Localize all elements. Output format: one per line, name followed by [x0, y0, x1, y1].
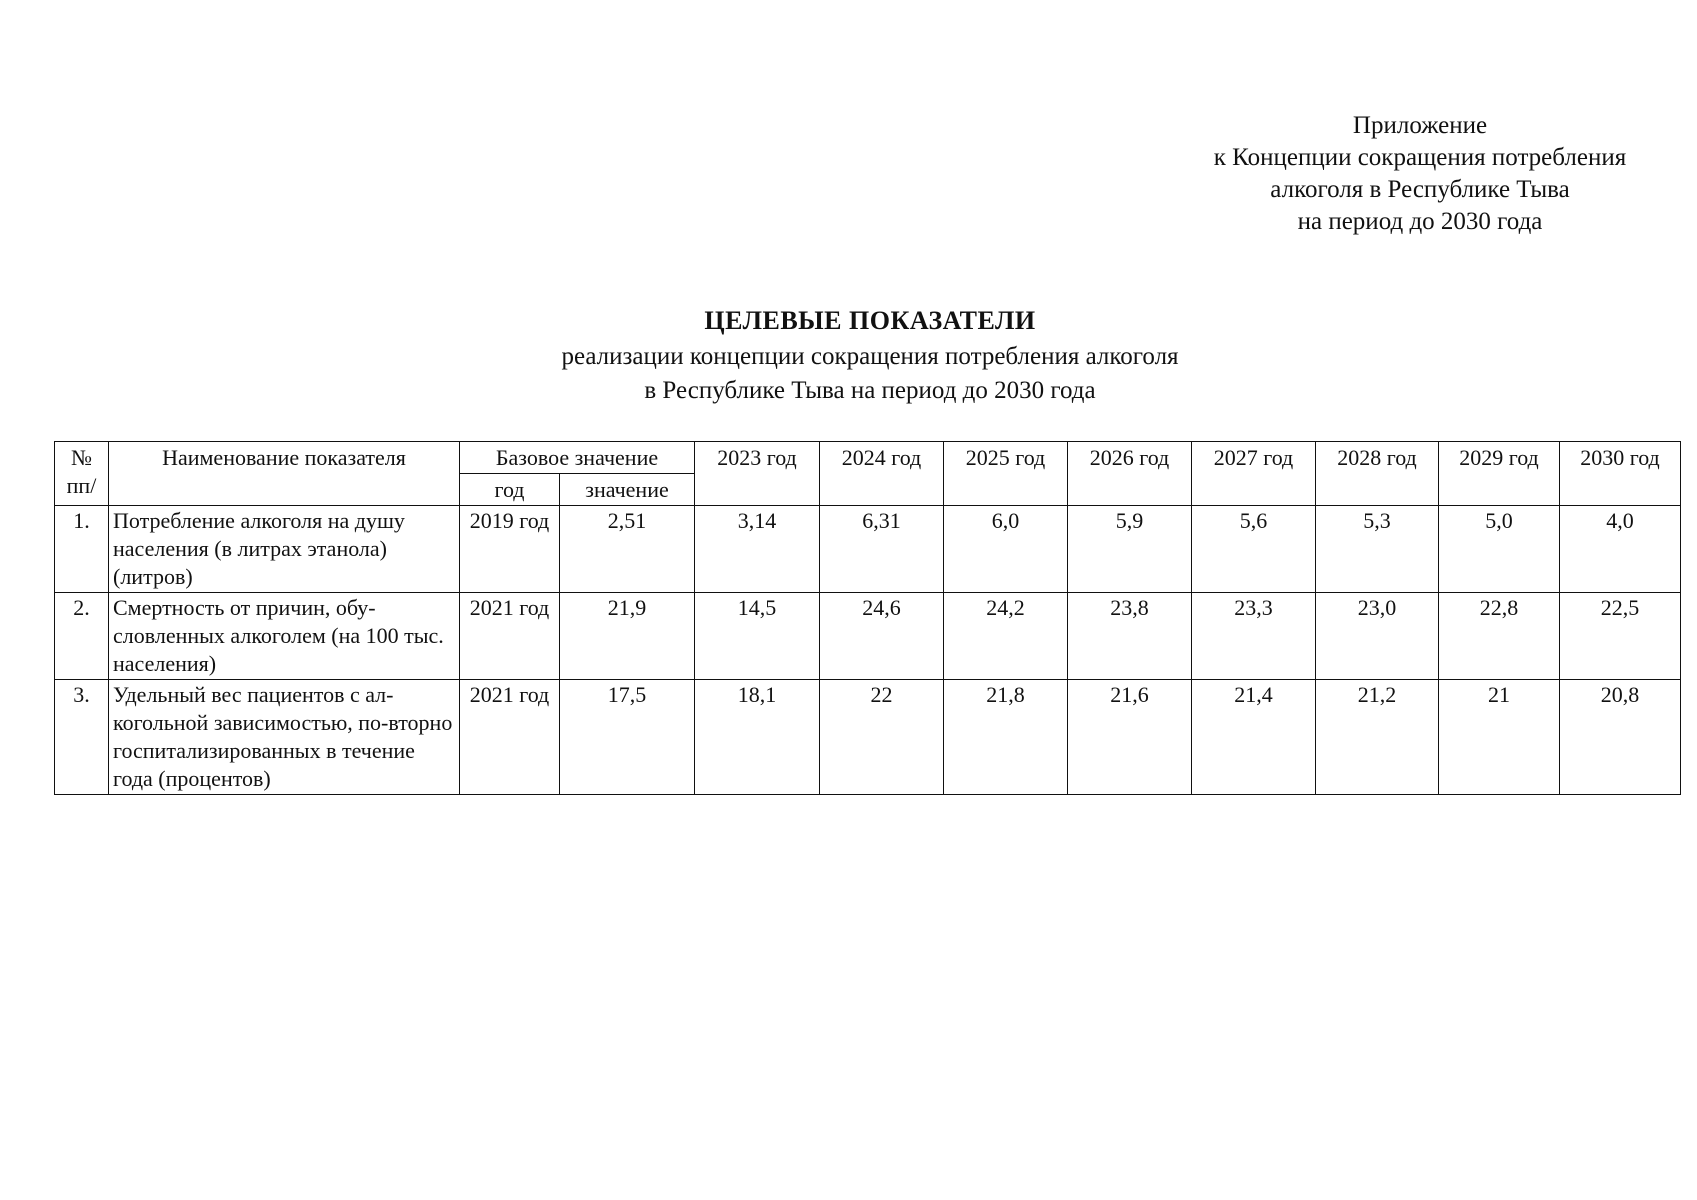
value-cell: 23,0 [1316, 593, 1439, 680]
value-cell: 18,1 [695, 680, 820, 795]
header-year: 2027 год [1192, 442, 1316, 506]
header-year: 2029 год [1439, 442, 1560, 506]
value-cell: 21,4 [1192, 680, 1316, 795]
value-cell: 24,6 [820, 593, 944, 680]
value-cell: 3,14 [695, 506, 820, 593]
base-year: 2019 год [460, 506, 560, 593]
value-cell: 23,8 [1068, 593, 1192, 680]
value-cell: 6,31 [820, 506, 944, 593]
header-year: 2025 год [944, 442, 1068, 506]
header-base-value: значение [560, 474, 695, 506]
base-value: 17,5 [560, 680, 695, 795]
header-year: 2028 год [1316, 442, 1439, 506]
table-row [55, 506, 1681, 593]
value-cell: 24,2 [944, 593, 1068, 680]
value-cell: 5,9 [1068, 506, 1192, 593]
value-cell: 20,8 [1560, 680, 1681, 795]
base-value: 2,51 [560, 506, 695, 593]
indicator-name: Удельный вес пациентов с ал-когольной зависимостью, по-вторно госпитализированных в течение года (процентов) [109, 680, 460, 795]
indicator-name: Потребление алкоголя на душу населения (в литрах этанола) (литров) [109, 506, 460, 593]
value-cell: 22,8 [1439, 593, 1560, 680]
appendix-note [1170, 110, 1670, 238]
header-row [55, 442, 1681, 474]
header-name: Наименование показателя [109, 442, 460, 506]
indicator-name: Смертность от причин, обу-словленных алкоголем (на 100 тыс. населения) [109, 593, 460, 680]
base-year: 2021 год [460, 593, 560, 680]
value-cell: 21,8 [944, 680, 1068, 795]
appendix-line: на период до 2030 года [1297, 208, 1543, 235]
row-number: 1. [55, 506, 109, 593]
header-year: 2030 год [1560, 442, 1681, 506]
header-year: 2026 год [1068, 442, 1192, 506]
table-row [55, 593, 1681, 680]
document-subtitle [0, 340, 1697, 408]
subtitle-line: реализации концепции сокращения потребления алкоголя [561, 343, 1179, 370]
value-cell: 23,3 [1192, 593, 1316, 680]
value-cell: 5,6 [1192, 506, 1316, 593]
value-cell: 21,6 [1068, 680, 1192, 795]
table-row [55, 680, 1681, 795]
value-cell: 5,3 [1316, 506, 1439, 593]
value-cell: 5,0 [1439, 506, 1560, 593]
row-number: 3. [55, 680, 109, 795]
subtitle-line: в Республике Тыва на период до 2030 года [644, 377, 1096, 404]
appendix-line: Приложение [1352, 112, 1488, 139]
header-year: 2024 год [820, 442, 944, 506]
base-year: 2021 год [460, 680, 560, 795]
header-base-year: год [460, 474, 560, 506]
header-base: Базовое значение [460, 442, 695, 474]
appendix-line: алкоголя в Республике Тыва [1270, 176, 1570, 203]
value-cell: 6,0 [944, 506, 1068, 593]
value-cell: 22 [820, 680, 944, 795]
appendix-line: к Концепции сокращения потребления [1213, 144, 1627, 171]
base-value: 21,9 [560, 593, 695, 680]
row-number: 2. [55, 593, 109, 680]
value-cell: 14,5 [695, 593, 820, 680]
document-title: ЦЕЛЕВЫЕ ПОКАЗАТЕЛИ [704, 306, 1036, 335]
value-cell: 21 [1439, 680, 1560, 795]
header-year: 2023 год [695, 442, 820, 506]
value-cell: 4,0 [1560, 506, 1681, 593]
header-num: № пп/ [55, 442, 109, 506]
indicators-table [54, 441, 1681, 795]
value-cell: 22,5 [1560, 593, 1681, 680]
value-cell: 21,2 [1316, 680, 1439, 795]
